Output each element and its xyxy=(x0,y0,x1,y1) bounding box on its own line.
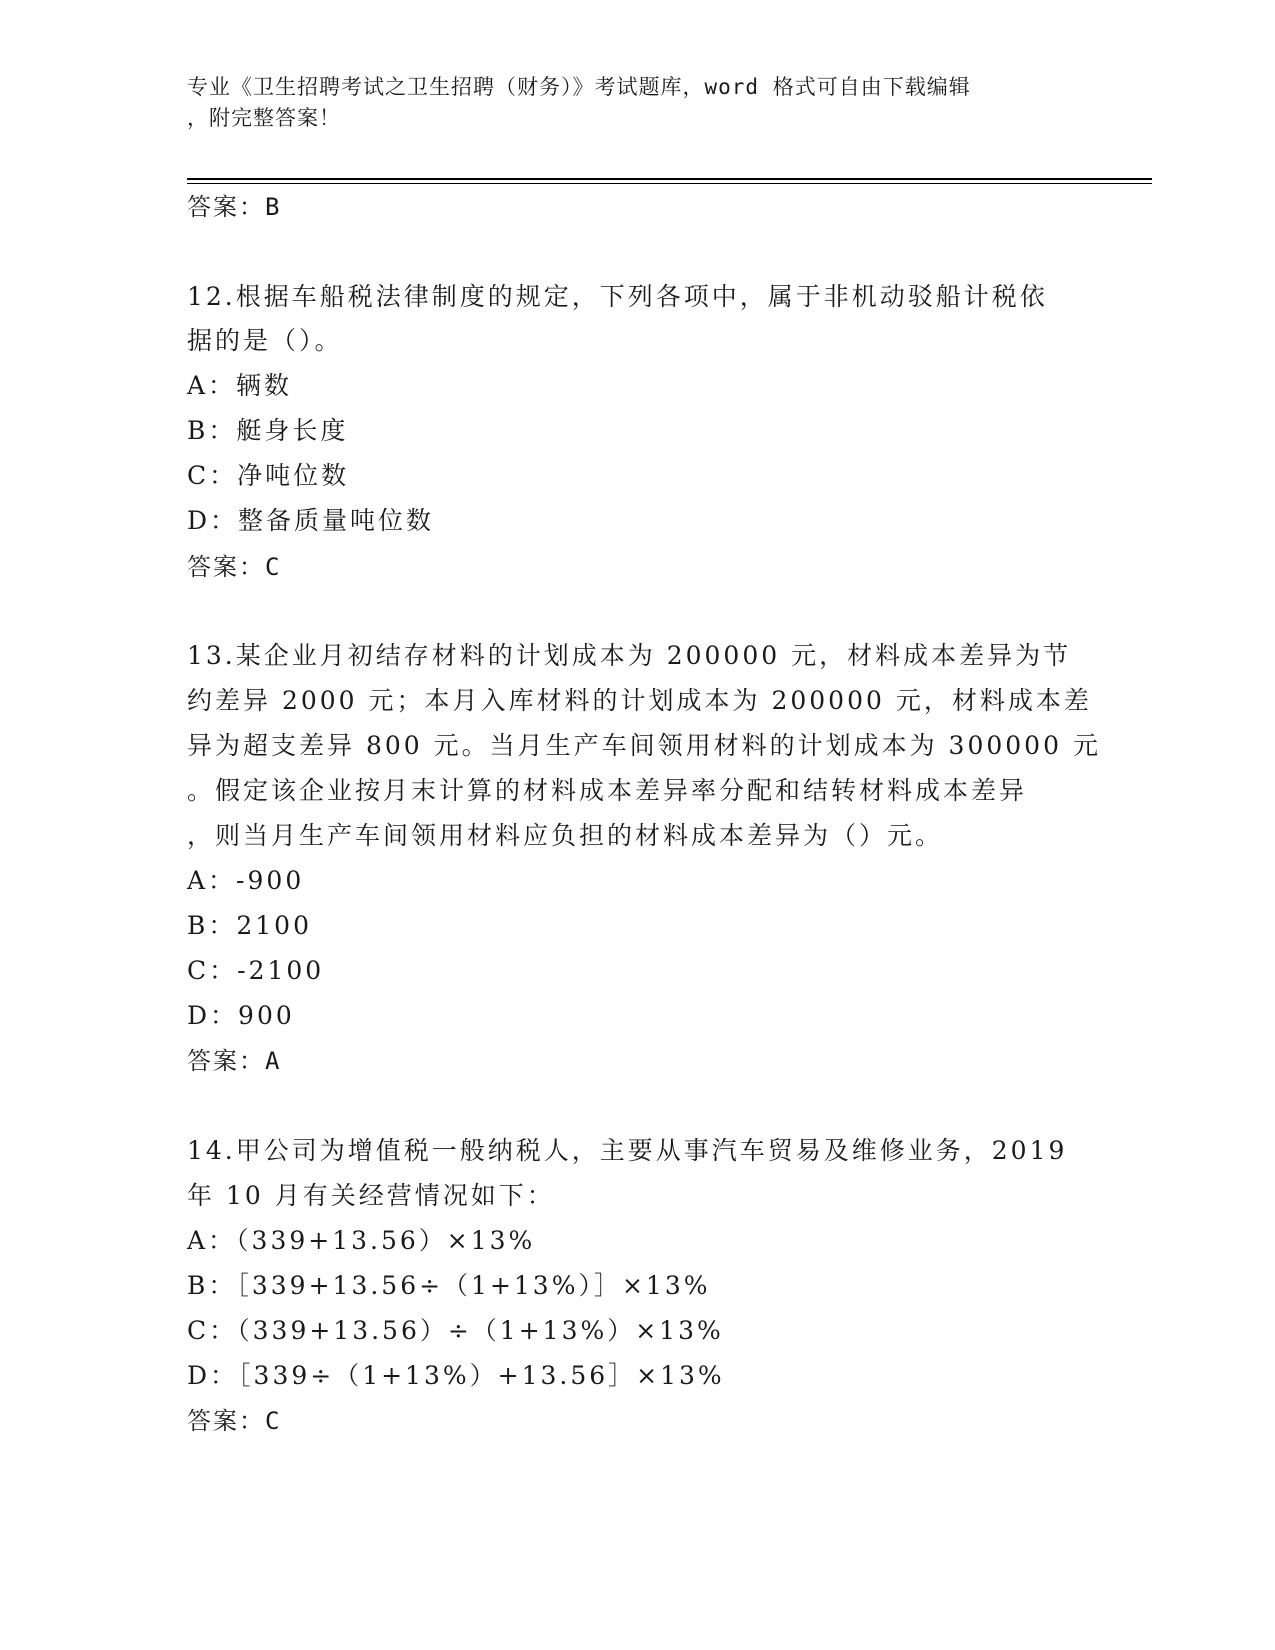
option-b: B：2100 xyxy=(187,911,312,940)
header-divider xyxy=(187,178,1152,180)
question-text-line: 年 10 月有关经营情况如下： xyxy=(187,1181,555,1210)
question-text-line: 约差异 2000 元；本月入库材料的计划成本为 200000 元，材料成本差 xyxy=(187,686,1092,715)
option-c: C：净吨位数 xyxy=(187,461,350,490)
option-d: D：［339÷（1+13%）+13.56］×13% xyxy=(187,1361,725,1390)
question-text-line: 。假定该企业按月末计算的材料成本差异率分配和结转材料成本差异 xyxy=(187,776,1028,805)
option-c: C：-2100 xyxy=(187,956,325,985)
previous-answer: 答案：B xyxy=(187,193,282,221)
header-divider-thin xyxy=(187,183,1152,184)
option-a: A：-900 xyxy=(187,866,305,895)
option-b: B：［339+13.56÷（1+13%）］×13% xyxy=(187,1271,711,1300)
option-d: D：900 xyxy=(187,1001,295,1030)
answer: 答案：A xyxy=(187,1047,282,1075)
option-a: A：（339+13.56）×13% xyxy=(187,1226,536,1255)
question-text-line: 12.根据车船税法律制度的规定，下列各项中，属于非机动驳船计税依 xyxy=(187,282,1048,311)
question-text-line: 13.某企业月初结存材料的计划成本为 200000 元，材料成本差异为节 xyxy=(187,641,1072,670)
option-d: D：整备质量吨位数 xyxy=(187,506,435,535)
question-text-line: ，则当月生产车间领用材料应负担的材料成本差异为（）元。 xyxy=(187,821,944,850)
question-text-line: 14.甲公司为增值税一般纳税人，主要从事汽车贸易及维修业务，2019 xyxy=(187,1136,1068,1165)
answer: 答案：C xyxy=(187,553,282,581)
header-title-line-1: 专业《卫生招聘考试之卫生招聘（财务）》考试题库，word 格式可自由下载编辑 xyxy=(187,75,971,99)
option-c: C：（339+13.56）÷（1+13%）×13% xyxy=(187,1316,724,1345)
header-title-line-2: ，附完整答案！ xyxy=(187,106,341,130)
question-text-line: 据的是（）。 xyxy=(187,326,343,355)
question-text-line: 异为超支差异 800 元。当月生产车间领用材料的计划成本为 300000 元 xyxy=(187,731,1101,760)
option-b: B：艇身长度 xyxy=(187,416,349,445)
answer: 答案：C xyxy=(187,1407,282,1435)
option-a: A：辆数 xyxy=(187,371,293,400)
